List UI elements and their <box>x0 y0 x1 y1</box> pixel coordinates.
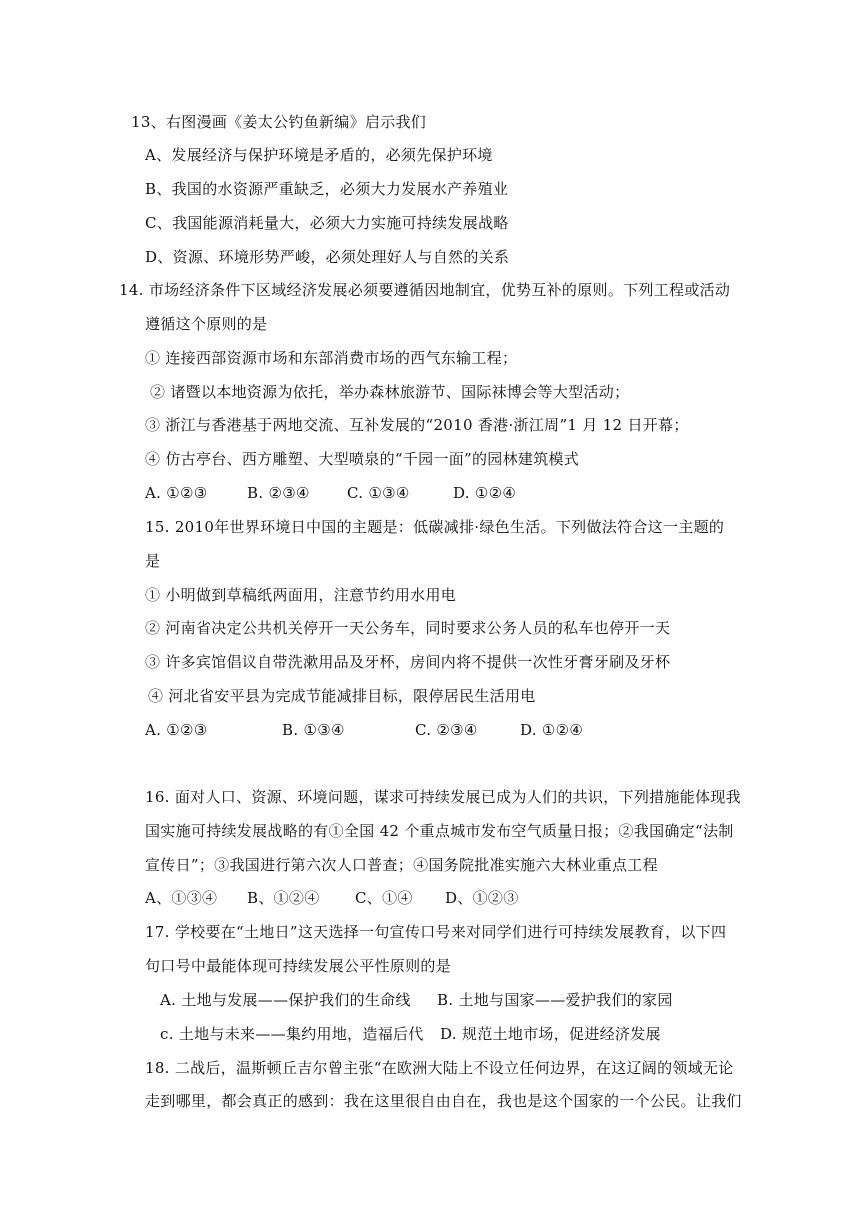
q15-stem-line-1: 15. 2010年世界环境日中国的主题是：低碳减排·绿色生活。下列做法符合这一主题的 <box>145 518 725 536</box>
q16-option-c: C、①④ <box>355 889 413 907</box>
q16-line-1: 16. 面对人口、资源、环境问题，谋求可持续发展已成为人们的共识，下列措施能体现我 <box>145 788 741 806</box>
q14-item-3: ③ 浙江与香港基于两地交流、互补发展的“2010 香港·浙江周”1 月 12 日开幕； <box>145 416 689 434</box>
q15-item-3: ③ 许多宾馆倡议自带洗漱用品及牙杯，房间内将不提供一次性牙膏牙刷及牙杯 <box>145 653 671 671</box>
q14-option-a: A. ①②③ <box>145 484 208 502</box>
q17-option-b: B. 土地与国家——爱护我们的家园 <box>437 991 673 1009</box>
q18-line-1: 18. 二战后，温斯顿丘吉尔曾主张“在欧洲大陆上不设立任何边界，在这辽阔的领域无论 <box>145 1059 734 1077</box>
q16-line-2: 国实施可持续发展战略的有①全国 42 个重点城市发布空气质量日报；②我国确定“法制 <box>145 822 734 840</box>
q17-option-c: c. 土地与未来——集约用地，造福后代 <box>160 1025 424 1043</box>
q13-option-d: D、资源、环境形势严峻，必须处理好人与自然的关系 <box>145 248 510 266</box>
q15-option-b: B. ①③④ <box>282 721 345 739</box>
q14-item-4: ④ 仿古亭台、西方雕塑、大型喷泉的“千园一面”的园林建筑模式 <box>145 450 580 468</box>
q15-option-d: D. ①②④ <box>520 721 584 739</box>
q15-item-1: ① 小明做到草稿纸两面用，注意节约用水用电 <box>145 586 457 604</box>
q14-item-2: ② 诸暨以本地资源为依托，举办森林旅游节、国际袜博会等大型活动； <box>150 383 630 401</box>
q14-item-1: ① 连接西部资源市场和东部消费市场的西气东输工程； <box>145 349 518 367</box>
q13-stem: 13、右图漫画《姜太公钓鱼新编》启示我们 <box>131 113 427 131</box>
q16-option-b: B、①②④ <box>247 889 320 907</box>
q14-stem-line-1: 14. 市场经济条件下区域经济发展必须要遵循因地制宜，优势互补的原则。下列工程或活动 <box>119 281 731 299</box>
q14-option-c: C. ①③④ <box>347 484 410 502</box>
q15-option-a: A. ①②③ <box>145 721 208 739</box>
q18-line-2: 走到哪里，都会真正的感到：我在这里很自由自在，我也是这个国家的一个公民。让我们 <box>145 1092 742 1110</box>
q13-option-b: B、我国的水资源严重缺乏，必须大力发展水产养殖业 <box>145 180 509 198</box>
q15-option-c: C. ②③④ <box>415 721 478 739</box>
q14-option-d: D. ①②④ <box>453 484 517 502</box>
q17-option-a: A. 土地与发展——保护我们的生命线 <box>160 991 411 1009</box>
q17-line-2: 句口号中最能体现可持续发展公平性原则的是 <box>145 957 452 975</box>
q15-item-2: ② 河南省决定公共机关停开一天公务车，同时要求公务人员的私车也停开一天 <box>145 619 671 637</box>
q13-option-c: C、我国能源消耗量大，必须大力实施可持续发展战略 <box>145 214 509 232</box>
q16-line-3: 宣传日”；③我国进行第六次人口普查；④国务院批准实施六大林业重点工程 <box>145 856 658 874</box>
q14-stem-line-2: 遵循这个原则的是 <box>145 315 268 333</box>
q16-option-a: A、①③④ <box>145 889 218 907</box>
q15-item-4: ④ 河北省安平县为完成节能减排目标，限停居民生活用电 <box>148 687 536 705</box>
q14-option-b: B. ②③④ <box>247 484 310 502</box>
q13-option-a: A、发展经济与保护环境是矛盾的，必须先保护环境 <box>145 146 493 164</box>
q15-stem-line-2: 是 <box>145 552 161 570</box>
q16-option-d: D、①②③ <box>445 889 519 907</box>
q17-option-d: D. 规范土地市场，促进经济发展 <box>440 1025 661 1043</box>
q17-line-1: 17. 学校要在“土地日”这天选择一句宣传口号来对同学们进行可持续发展教育，以下四 <box>145 923 727 941</box>
